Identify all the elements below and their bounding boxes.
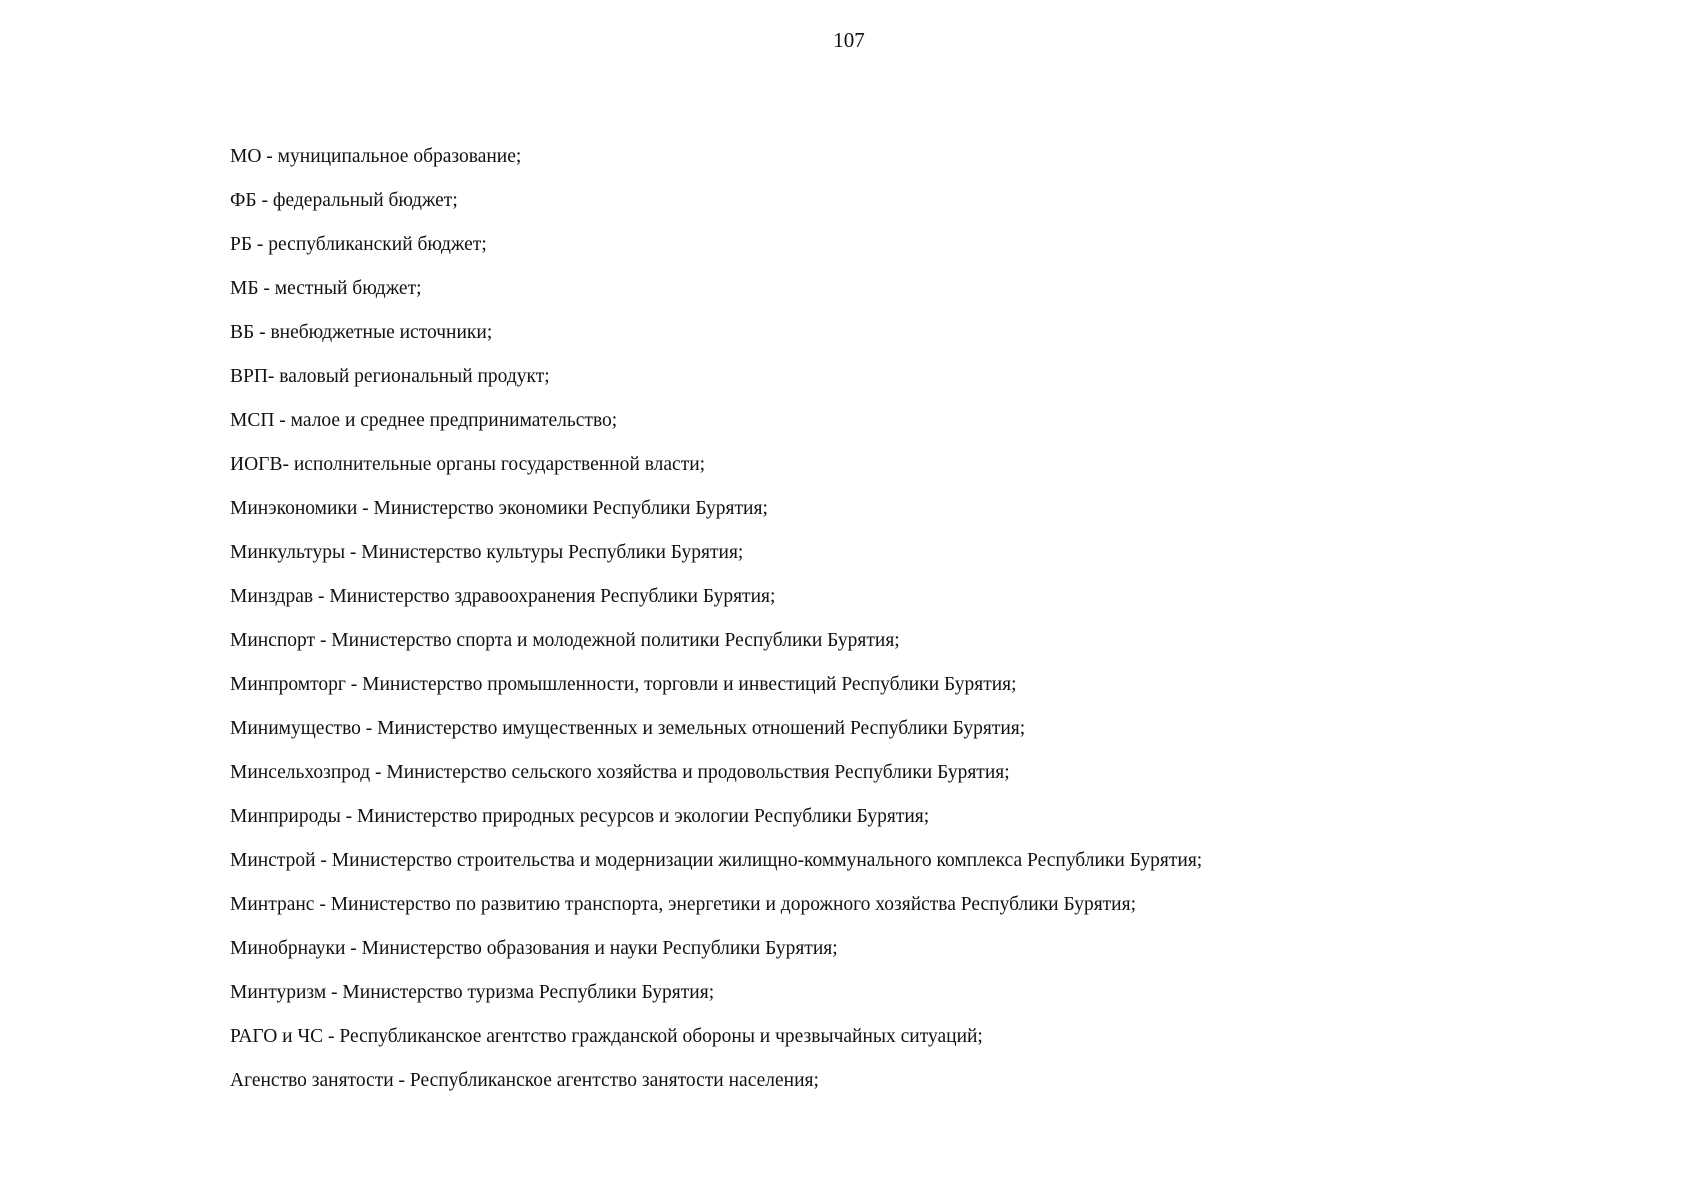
list-item: ВБ - внебюджетные источники; (230, 322, 493, 343)
list-item: ФБ - федеральный бюджет; (230, 190, 458, 211)
page-number: 107 (833, 28, 865, 52)
list-item: Минтуризм - Министерство туризма Республики Бурятия; (230, 982, 715, 1003)
list-item: Минспорт - Министерство спорта и молодежной политики Республики Бурятия; (230, 630, 900, 651)
list-item: Минимущество - Министерство имущественных и земельных отношений Республики Бурятия; (230, 718, 1026, 739)
list-item: Минобрнауки - Министерство образования и науки Республики Бурятия; (230, 938, 838, 959)
list-item: Минприроды - Министерство природных ресурсов и экологии Республики Бурятия; (230, 806, 930, 827)
list-item: РБ - республиканский бюджет; (230, 234, 487, 255)
list-item: МО - муниципальное образование; (230, 146, 522, 167)
list-item: Минпромторг - Министерство промышленности, торговли и инвестиций Республики Бурятия; (230, 674, 1017, 695)
list-item: Минкультуры - Министерство культуры Республики Бурятия; (230, 542, 744, 563)
list-item: ИОГВ- исполнительные органы государственной власти; (230, 454, 706, 475)
list-item: МСП - малое и среднее предпринимательство; (230, 410, 618, 431)
list-item: ВРП- валовый региональный продукт; (230, 366, 550, 387)
list-item: Минстрой - Министерство строительства и модернизации жилищно-коммунального комплекса Республики Бурятия; (230, 850, 1203, 871)
list-item: Агенство занятости - Республиканское агентство занятости населения; (230, 1070, 819, 1091)
list-item: МБ - местный бюджет; (230, 278, 422, 299)
list-item: Минэкономики - Министерство экономики Республики Бурятия; (230, 498, 768, 519)
list-item: Минсельхозпрод - Министерство сельского хозяйства и продовольствия Республики Бурятия; (230, 762, 1010, 783)
list-item: Минздрав - Министерство здравоохранения Республики Бурятия; (230, 586, 776, 607)
list-item: РАГО и ЧС - Республиканское агентство гражданской обороны и чрезвычайных ситуаций; (230, 1026, 983, 1047)
abbreviation-list (230, 144, 1650, 1112)
list-item: Минтранс - Министерство по развитию транспорта, энергетики и дорожного хозяйства Республики Бурятия; (230, 894, 1137, 915)
